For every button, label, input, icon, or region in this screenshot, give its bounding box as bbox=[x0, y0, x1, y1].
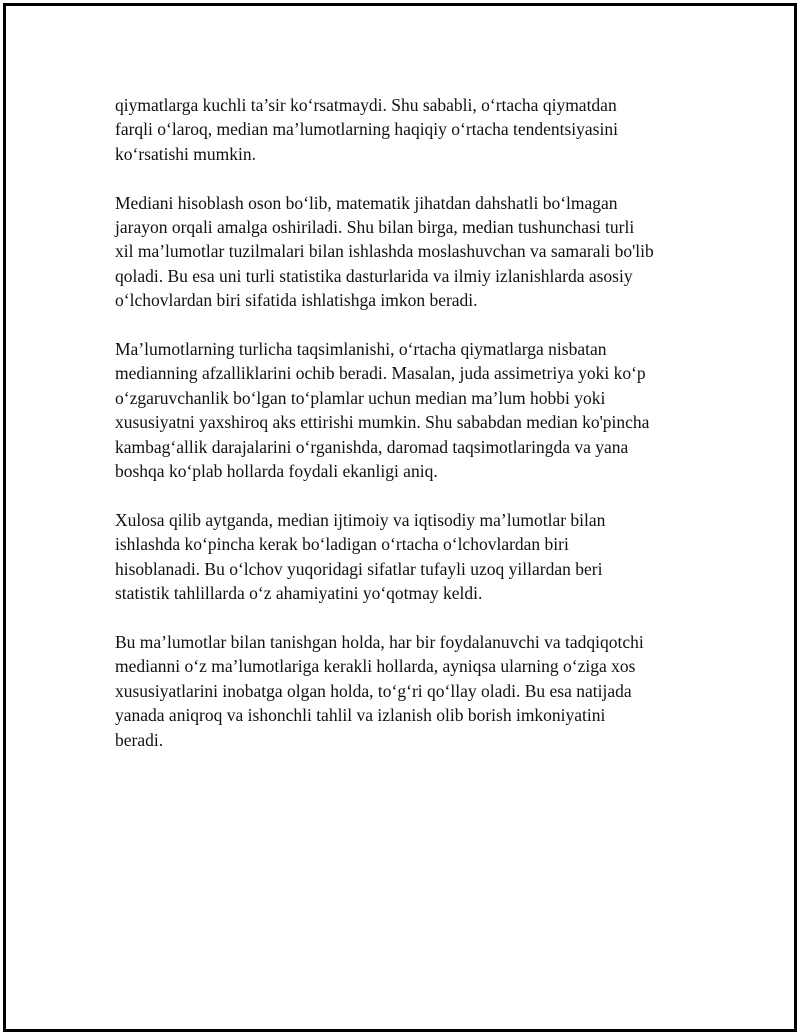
text-line: xususiyatni yaxshiroq aks ettirishi mumkin. Shu sababdan median ko'pincha bbox=[115, 412, 650, 433]
text-line: jarayon orqali amalga oshiriladi. Shu bilan birga, median tushunchasi turli bbox=[115, 217, 635, 238]
text-line: Medianі hisoblash oson bo‘lib, matematik jihatdan dahshatli bo‘lmagan bbox=[115, 192, 618, 213]
paragraph-1 bbox=[115, 93, 715, 166]
text-line: ishlashda ko‘pincha kerak bo‘ladigan o‘rtacha o‘lchovlardan biri bbox=[115, 534, 569, 555]
text-line: qiymatlarga kuchli ta’sir ko‘rsatmaydi. Shu sababli, o‘rtacha qiymatdan bbox=[115, 95, 617, 115]
text-line: hisoblanadi. Bu o‘lchov yuqoridagi sifatlar tufayli uzoq yillardan beri bbox=[115, 558, 603, 579]
text-line: boshqa ko‘plab hollarda foydali ekanligi aniq. bbox=[115, 461, 438, 482]
text-line: farqli o‘laroq, median ma’lumotlarning haqiqiy o‘rtacha tendentsiyasini bbox=[115, 119, 618, 140]
text-line: ko‘rsatishi mumkin. bbox=[115, 143, 256, 164]
text-line: qoladi. Bu esa uni turli statistika dasturlarida va ilmiy izlanishlarda asosiy bbox=[115, 265, 633, 286]
text-line: statistik tahlillarda o‘z ahamiyatini yo‘qotmay keldi. bbox=[115, 583, 483, 604]
text-line: medianning afzalliklarini ochib beradi. Masalan, juda assimetriya yoki ko‘p bbox=[115, 363, 646, 384]
text-line: xususiyatlarini inobatga olgan holda, to‘g‘ri qo‘llay oladi. Bu esa natijada bbox=[115, 680, 632, 701]
text-line: o‘lchovlardan biri sifatida ishlatishga imkon beradi. bbox=[115, 290, 478, 311]
text-line: xil ma’lumotlar tuzilmalari bilan ishlashda moslashuvchan va samarali bo'lib bbox=[115, 241, 654, 262]
text-line: beradi. bbox=[115, 729, 164, 750]
document-body bbox=[115, 93, 715, 776]
text-line: Bu ma’lumotlar bilan tanishgan holda, har bir foydalanuvchi va tadqiqotchi bbox=[115, 631, 644, 652]
text-line: Xulosa qilib aytganda, median ijtimoiy va iqtisodiy ma’lumotlar bilan bbox=[115, 509, 606, 530]
paragraph-3 bbox=[115, 337, 715, 483]
paragraph-5 bbox=[115, 630, 715, 752]
text-line: kambag‘allik darajalarini o‘rganishda, daromad taqsimotlaringda va yana bbox=[115, 436, 629, 457]
text-line: o‘zgaruvchanlik bo‘lgan to‘plamlar uchun median ma’lum hobbi yoki bbox=[115, 387, 606, 408]
text-line: medianni o‘z ma’lumotlariga kerakli hollarda, ayniqsa ularning o‘ziga xos bbox=[115, 656, 636, 677]
paragraph-2 bbox=[115, 191, 715, 313]
text-line: Ma’lumotlarning turlicha taqsimlanishi, o‘rtacha qiymatlarga nisbatan bbox=[115, 339, 607, 360]
text-line: yanada aniqroq va ishonchli tahlil va izlanish olib borish imkoniyatini bbox=[115, 705, 606, 726]
paragraph-4 bbox=[115, 508, 715, 606]
